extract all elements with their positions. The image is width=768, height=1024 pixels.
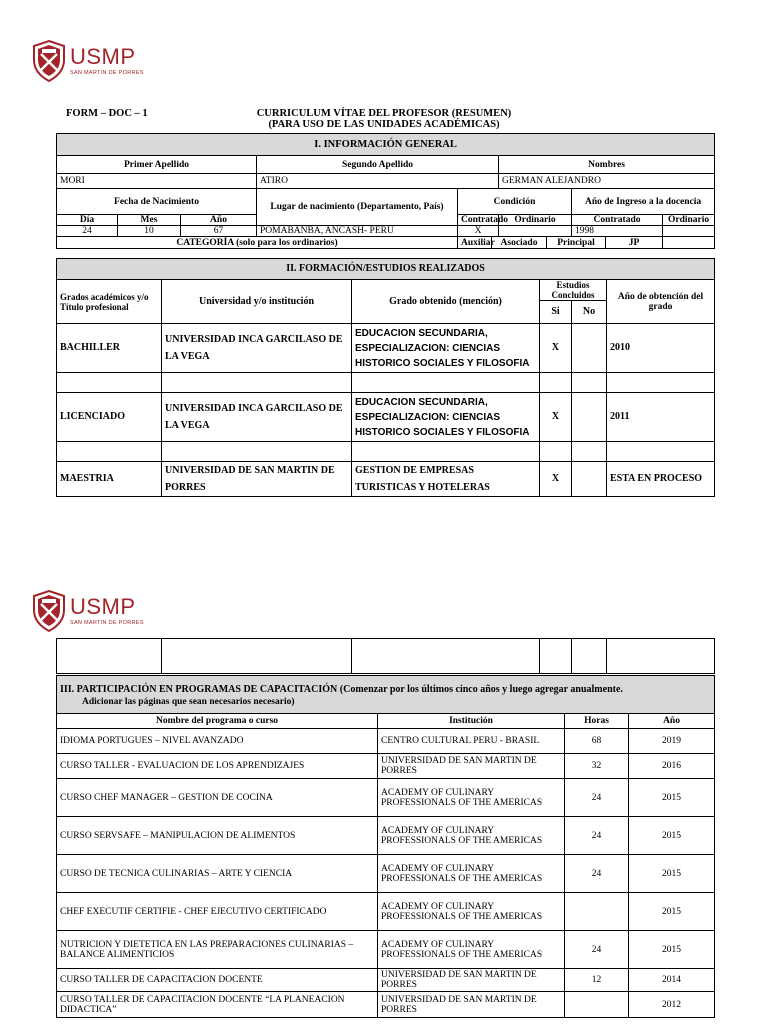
value-anio: 67	[181, 226, 257, 237]
university-crest-icon	[32, 590, 66, 632]
table-row	[57, 754, 715, 779]
value-segundo-apellido: ATIRO	[257, 174, 499, 189]
training-anio: 2015	[629, 893, 715, 931]
education-continuation-row	[56, 638, 715, 674]
value-dia: 24	[57, 226, 118, 237]
section3-title: III. PARTICIPACIÓN EN PROGRAMAS DE CAPACITACIÓN	[60, 683, 338, 695]
edu-grado: BACHILLER	[57, 324, 162, 373]
logo-subtitle: SAN MARTIN DE PORRES	[70, 619, 144, 626]
edu-si: X	[540, 393, 572, 442]
edu-anio: 2011	[607, 393, 715, 442]
training-institucion: ACADEMY OF CULINARY PROFESSIONALS OF THE AMERICAS	[378, 931, 565, 969]
header-universidad: Universidad y/o institución	[162, 280, 352, 324]
table-row	[57, 779, 715, 817]
training-programa: IDIOMA PORTUGUES – NIVEL AVANZADO	[57, 729, 378, 754]
value-lugar: POMABANBA, ANCASH- PERU	[257, 226, 458, 237]
edu-mencion: EDUCACION SECUNDARIA, ESPECIALIZACION: CIENCIAS HISTORICO SOCIALES Y FILOSOFIA	[352, 324, 540, 373]
edu-universidad: UNIVERSIDAD INCA GARCILASO DE LA VEGA	[162, 393, 352, 442]
label-jp: JP	[606, 237, 663, 249]
value-categoria-blank	[663, 237, 715, 249]
training-anio: 2015	[629, 779, 715, 817]
table-row	[57, 324, 715, 373]
label-primer-apellido: Primer Apellido	[57, 156, 257, 174]
training-programa: CURSO TALLER DE CAPACITACION DOCENTE “LA PLANEACION DIDACTICA”	[57, 992, 378, 1018]
training-horas: 24	[565, 931, 629, 969]
training-programa: CURSO TALLER - EVALUACION DE LOS APRENDIZAJES	[57, 754, 378, 779]
training-table	[56, 675, 715, 1018]
section3-header	[57, 676, 715, 714]
training-programa: NUTRICION Y DIETETICA EN LAS PREPARACIONES CULINARIAS – BALANCE ALIMENTICIOS	[57, 931, 378, 969]
table-row	[57, 992, 715, 1018]
value-ingreso-ordinario	[663, 226, 715, 237]
table-row	[57, 969, 715, 992]
label-condicion: Condición	[458, 189, 572, 215]
label-categoria: CATEGORÍA (solo para los ordinarios)	[57, 237, 458, 249]
value-condicion-ordinario	[499, 226, 572, 237]
training-anio: 2015	[629, 817, 715, 855]
training-anio: 2015	[629, 931, 715, 969]
usmp-logo-bottom	[32, 590, 144, 632]
edu-no	[572, 393, 607, 442]
edu-mencion: EDUCACION SECUNDARIA, ESPECIALIZACION: CIENCIAS HISTORICO SOCIALES Y FILOSOFIA	[352, 393, 540, 442]
label-auxiliar: Auxiliar	[458, 237, 492, 249]
table-row	[57, 893, 715, 931]
training-institucion: CENTRO CULTURAL PERU - BRASIL	[378, 729, 565, 754]
training-horas	[565, 893, 629, 931]
training-institucion: ACADEMY OF CULINARY PROFESSIONALS OF THE AMERICAS	[378, 817, 565, 855]
value-primer-apellido: MORI	[57, 174, 257, 189]
label-fecha-nacimiento: Fecha de Nacimiento	[57, 189, 257, 215]
edu-universidad: UNIVERSIDAD INCA GARCILASO DE LA VEGA	[162, 324, 352, 373]
table-row	[57, 462, 715, 497]
label-asociado: Asociado	[492, 237, 547, 249]
label-anio: Año	[181, 215, 257, 226]
logo-text: USMP	[70, 43, 136, 69]
training-anio: 2016	[629, 754, 715, 779]
training-horas: 12	[565, 969, 629, 992]
table-row-blank	[57, 373, 715, 393]
table-row-blank	[57, 442, 715, 462]
training-programa: CURSO TALLER DE CAPACITACION DOCENTE	[57, 969, 378, 992]
header-programa: Nombre del programa o curso	[57, 714, 378, 729]
table-row	[57, 729, 715, 754]
header-anio-obtencion: Año de obtención del grado	[607, 280, 715, 324]
value-mes: 10	[118, 226, 181, 237]
header-estudios: Estudios Concluidos	[540, 280, 607, 301]
value-ingreso-contratado: 1998	[572, 226, 663, 237]
header-no: No	[572, 301, 607, 324]
training-horas: 24	[565, 817, 629, 855]
table-row	[57, 817, 715, 855]
training-horas	[565, 992, 629, 1018]
header-horas: Horas	[565, 714, 629, 729]
label-lugar-nacimiento: Lugar de nacimiento (Departamento, País)	[257, 189, 458, 226]
training-programa: CURSO CHEF MANAGER – GESTION DE COCINA	[57, 779, 378, 817]
edu-universidad: UNIVERSIDAD DE SAN MARTIN DE PORRES	[162, 462, 352, 497]
table-row	[57, 393, 715, 442]
training-programa: CHEF EXECUTIF CERTIFIE - CHEF EJECUTIVO CERTIFICADO	[57, 893, 378, 931]
header-anio: Año	[629, 714, 715, 729]
header-grados: Grados académicos y/o Título profesional	[57, 280, 162, 324]
training-institucion: UNIVERSIDAD DE SAN MARTIN DE PORRES	[378, 992, 565, 1018]
edu-si: X	[540, 462, 572, 497]
training-institucion: UNIVERSIDAD DE SAN MARTIN DE PORRES	[378, 969, 565, 992]
training-anio: 2012	[629, 992, 715, 1018]
logo-text: USMP	[70, 593, 136, 619]
edu-grado: MAESTRIA	[57, 462, 162, 497]
edu-no	[572, 462, 607, 497]
training-horas: 24	[565, 855, 629, 893]
training-programa: CURSO SERVSAFE – MANIPULACION DE ALIMENTOS	[57, 817, 378, 855]
label-segundo-apellido: Segundo Apellido	[257, 156, 499, 174]
label-ingreso-contratado: Contratado	[572, 215, 663, 226]
value-nombres: GERMAN ALEJANDRO	[499, 174, 715, 189]
form-code: FORM – DOC – 1	[66, 108, 148, 119]
label-principal: Principal	[547, 237, 606, 249]
form-title-line1: CURRICULUM VÍTAE DEL PROFESOR (RESUMEN)	[256, 108, 512, 119]
section2-title: II. FORMACIÓN/ESTUDIOS REALIZADOS	[57, 259, 715, 280]
training-horas: 68	[565, 729, 629, 754]
section3-note2: Adicionar las páginas que sean necesarios necesario)	[82, 696, 295, 707]
edu-grado: LICENCIADO	[57, 393, 162, 442]
section1-title: I. INFORMACIÓN GENERAL	[57, 134, 715, 156]
general-info-table	[56, 133, 715, 249]
form-title-line2: (PARA USO DE LAS UNIDADES ACADÉMICAS)	[268, 119, 500, 130]
label-condicion-contratado: Contratado	[458, 215, 499, 226]
header-si: Si	[540, 301, 572, 324]
edu-anio: ESTA EN PROCESO	[607, 462, 715, 497]
value-condicion-contratado: X	[458, 226, 499, 237]
label-dia: Día	[57, 215, 118, 226]
edu-si: X	[540, 324, 572, 373]
header-institucion: Institución	[378, 714, 565, 729]
edu-mencion: GESTION DE EMPRESAS TURISTICAS Y HOTELERAS	[352, 462, 540, 497]
training-institucion: ACADEMY OF CULINARY PROFESSIONALS OF THE AMERICAS	[378, 779, 565, 817]
education-table	[56, 258, 715, 497]
table-row	[57, 931, 715, 969]
logo-subtitle: SAN MARTIN DE PORRES	[70, 69, 144, 76]
training-anio: 2015	[629, 855, 715, 893]
training-horas: 24	[565, 779, 629, 817]
training-institucion: ACADEMY OF CULINARY PROFESSIONALS OF THE AMERICAS	[378, 855, 565, 893]
label-mes: Mes	[118, 215, 181, 226]
training-programa: CURSO DE TECNICA CULINARIAS – ARTE Y CIENCIA	[57, 855, 378, 893]
section3-note1: (Comenzar por los últimos cinco años y luego agregar anualmente.	[339, 683, 623, 695]
training-institucion: ACADEMY OF CULINARY PROFESSIONALS OF THE AMERICAS	[378, 893, 565, 931]
edu-no	[572, 324, 607, 373]
form-title	[200, 108, 568, 130]
training-anio: 2019	[629, 729, 715, 754]
header-grado-obtenido: Grado obtenido (mención)	[352, 280, 540, 324]
usmp-logo-top	[32, 40, 144, 82]
training-institucion: UNIVERSIDAD DE SAN MARTIN DE PORRES	[378, 754, 565, 779]
table-row	[57, 855, 715, 893]
label-nombres: Nombres	[499, 156, 715, 174]
training-anio: 2014	[629, 969, 715, 992]
label-condicion-ordinario: Ordinario	[499, 215, 572, 226]
label-anio-ingreso: Año de Ingreso a la docencia	[572, 189, 715, 215]
university-crest-icon	[32, 40, 66, 82]
training-horas: 32	[565, 754, 629, 779]
label-ingreso-ordinario: Ordinario	[663, 215, 715, 226]
edu-anio: 2010	[607, 324, 715, 373]
